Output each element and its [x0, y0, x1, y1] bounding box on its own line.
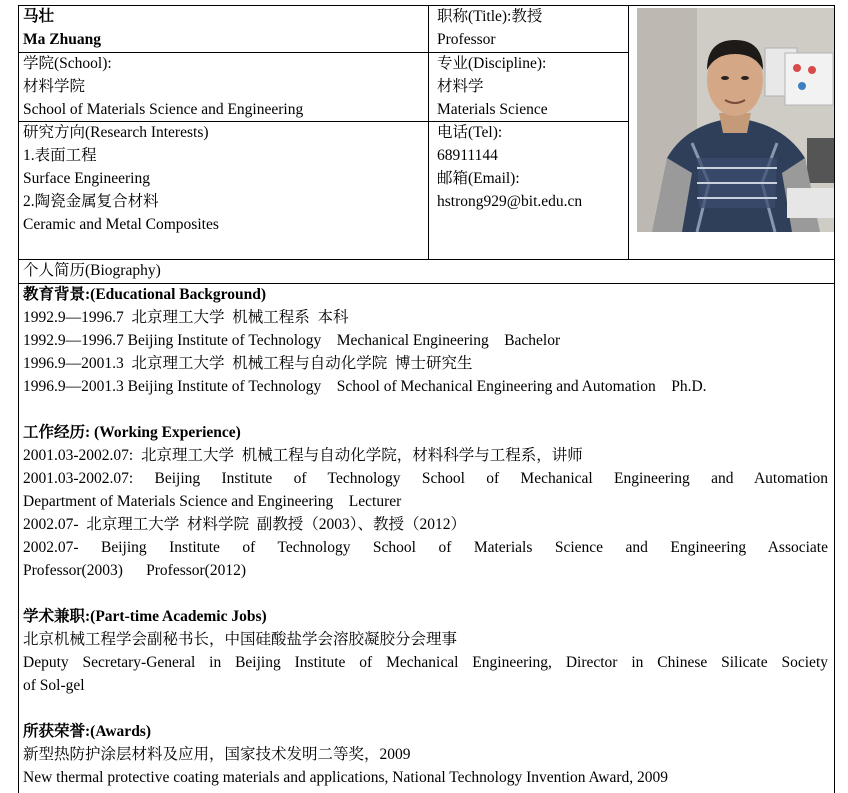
- research-item: Ceramic and Metal Composites: [23, 216, 219, 233]
- research-cell: [23, 121, 219, 236]
- biography-body: [23, 283, 828, 789]
- education-line: 1996.9—2001.3 Beijing Institute of Technology School of Mechanical Engineering and Automation Ph.D.: [23, 378, 707, 395]
- work-line: 2002.07- Beijing Institute of Technology School of Materials Science and Engineering Associate: [23, 539, 828, 556]
- discipline-cell: [437, 52, 548, 121]
- title-label: 职称(Title):教授: [437, 8, 543, 25]
- awards-line: New thermal protective coating materials and applications, National Technology Invention Award, 2009: [23, 769, 669, 786]
- education-line: 1992.9—1996.7 北京理工大学 机械工程系 本科: [23, 309, 349, 326]
- name-cn: 马壮: [23, 8, 55, 25]
- col-divider: [428, 5, 429, 259]
- table-border-left: [18, 5, 19, 793]
- name-cell: [23, 5, 101, 51]
- school-en: School of Materials Science and Engineering: [23, 101, 304, 118]
- email-label: 邮箱(Email):: [437, 170, 520, 187]
- work-line: Department of Materials Science and Engineering Lecturer: [23, 493, 402, 510]
- name-en: Ma Zhuang: [23, 31, 101, 48]
- school-label: 学院(School):: [23, 55, 112, 72]
- work-heading: 工作经历: (Working Experience): [23, 424, 241, 441]
- parttime-heading: 学术兼职:(Part-time Academic Jobs): [23, 608, 267, 625]
- research-item: 2.陶瓷金属复合材料: [23, 193, 159, 210]
- discipline-label: 专业(Discipline):: [437, 55, 547, 72]
- school-cn: 材料学院: [23, 78, 86, 95]
- education-line: 1996.9—2001.3 北京理工大学 机械工程与自动化学院 博士研究生: [23, 355, 473, 372]
- education-line: 1992.9—1996.7 Beijing Institute of Technology Mechanical Engineering Bachelor: [23, 332, 561, 349]
- parttime-line: Deputy Secretary-General in Beijing Institute of Mechanical Engineering, Director in Chinese Silicate Society: [23, 654, 828, 671]
- work-line: 2002.07- 北京理工大学 材料学院 副教授（2003）、教授（2012）: [23, 516, 467, 533]
- biography-header: [23, 259, 161, 282]
- tel-value: 68911144: [437, 147, 498, 164]
- research-item: Surface Engineering: [23, 170, 150, 187]
- parttime-line: 北京机械工程学会副秘书长，中国硅酸盐学会溶胶凝胶分会理事: [23, 631, 458, 648]
- school-cell: [23, 52, 303, 121]
- education-heading: 教育背景:(Educational Background): [23, 286, 267, 303]
- work-line: Professor(2003) Professor(2012): [23, 562, 246, 579]
- biography-title: 个人简历(Biography): [23, 262, 161, 279]
- discipline-en: Materials Science: [437, 101, 548, 118]
- discipline-cn: 材料学: [437, 78, 484, 95]
- contact-cell: [437, 121, 582, 213]
- work-line: 2001.03-2002.07: Beijing Institute of Technology School of Mechanical Engineering and Automation: [23, 470, 828, 487]
- tel-label: 电话(Tel):: [437, 124, 503, 141]
- table-border-right: [834, 5, 835, 793]
- title-en: Professor: [437, 31, 496, 48]
- email-value[interactable]: hstrong929@bit.edu.cn: [437, 193, 583, 210]
- title-cell: [437, 5, 542, 51]
- parttime-line: of Sol-gel: [23, 677, 85, 694]
- table-border-top: [18, 5, 835, 6]
- awards-line: 新型热防护涂层材料及应用，国家技术发明二等奖，2009: [23, 746, 411, 763]
- research-label: 研究方向(Research Interests): [23, 124, 209, 141]
- awards-heading: 所获荣誉:(Awards): [23, 723, 152, 740]
- work-line: 2001.03-2002.07: 北京理工大学 机械工程与自动化学院，材料科学与工程系，讲师: [23, 447, 583, 464]
- profile-photo: [637, 8, 834, 232]
- research-item: 1.表面工程: [23, 147, 97, 164]
- col-divider: [628, 5, 629, 259]
